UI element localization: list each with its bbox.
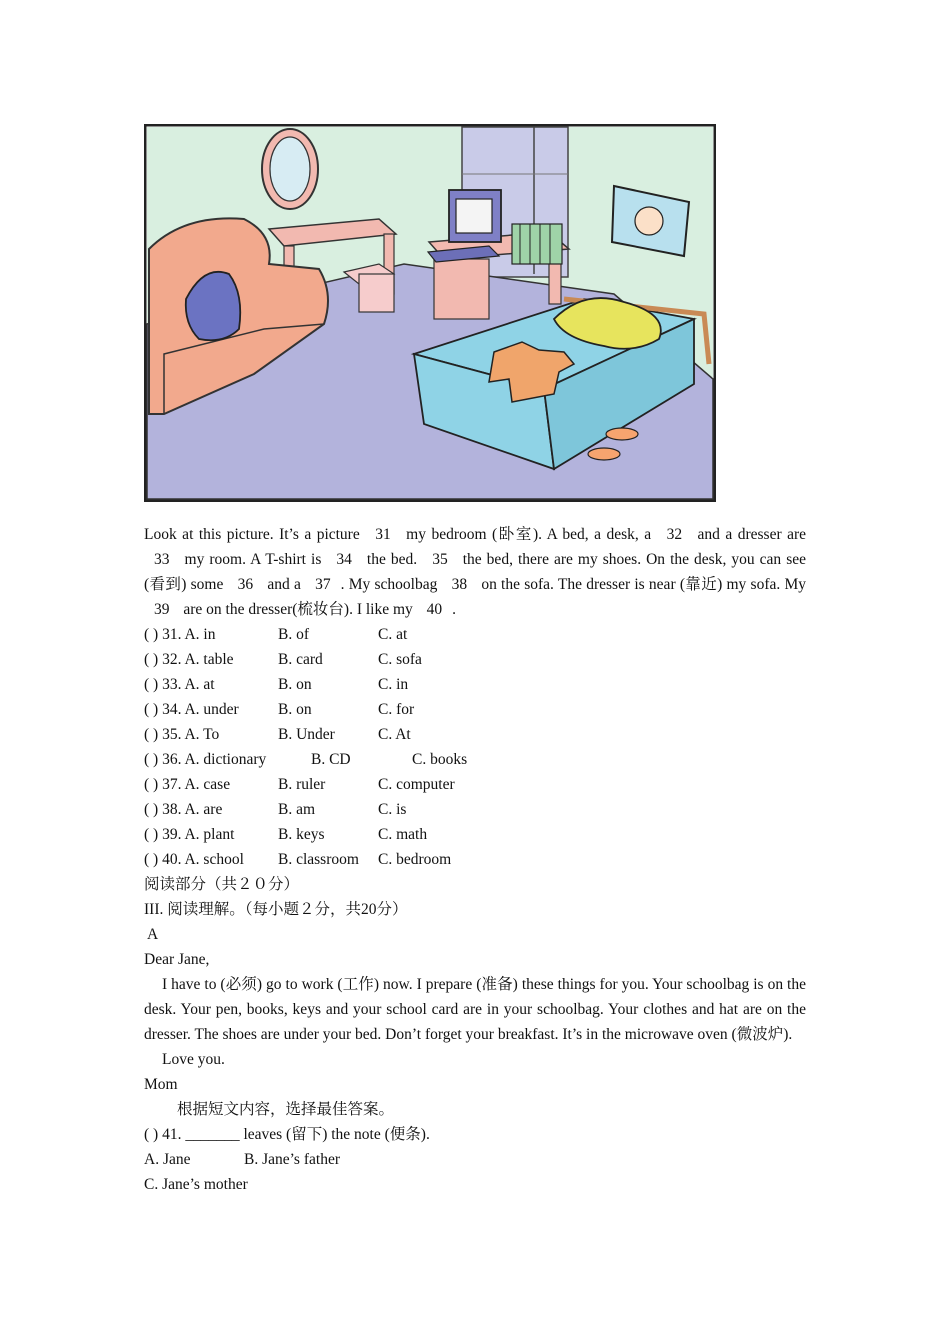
blank-34: 34	[336, 551, 352, 568]
question-33: ( ) 33. A. at B. on C. in	[144, 676, 409, 693]
question-32: ( ) 32. A. table B. card C. sofa	[144, 651, 422, 668]
option-a: A. Jane	[144, 1151, 191, 1168]
question-31: ( ) 31. A. in B. of C. at	[144, 626, 408, 643]
blank-36: 36	[237, 576, 254, 593]
question-40: ( ) 40. A. school B. classroom C. bedroom	[144, 851, 452, 868]
question-35: ( ) 35. A. To B. Under C. At	[144, 726, 411, 743]
option-b: B. Jane’s father	[244, 1151, 340, 1168]
question-41-options	[144, 1147, 806, 1172]
reading-heading: III. 阅读理解。（每小题２分，共20分）	[144, 901, 408, 918]
question-34: ( ) 34. A. under B. on C. for	[144, 701, 415, 718]
passage-label: A	[147, 926, 159, 943]
blank-33: 33	[154, 551, 170, 568]
blank-32: 32	[666, 526, 683, 543]
question-36: ( ) 36. A. dictionary B. CD C. books	[144, 751, 468, 768]
blank-31: 31	[375, 526, 391, 543]
cloze-text: . My schoolbag	[340, 576, 442, 593]
bedroom-illustration	[144, 124, 716, 502]
blank-38: 38	[451, 576, 468, 593]
cloze-questions	[144, 622, 806, 1197]
cloze-text: my bedroom (卧室). A bed, a desk, a	[400, 526, 657, 543]
option-c: C. Jane’s mother	[144, 1176, 248, 1193]
question-41: ( ) 41. _______ leaves (留下) the note (便条).	[144, 1126, 430, 1143]
cloze-text: are on the dresser(梳妆台). I like my	[179, 601, 417, 618]
cloze-text: and a	[263, 576, 306, 593]
question-37: ( ) 37. A. case B. ruler C. computer	[144, 776, 455, 793]
letter-greeting: Dear Jane,	[144, 951, 210, 968]
question-39: ( ) 39. A. plant B. keys C. math	[144, 826, 428, 843]
reading-instruction: 根据短文内容，选择最佳答案。	[177, 1101, 395, 1118]
cloze-text: Look at this picture. It’s a picture	[144, 526, 366, 543]
cloze-text: on the sofa. The dresser is near (靠近) my sofa. My	[477, 576, 807, 593]
cloze-text: the bed.	[361, 551, 423, 568]
blank-35: 35	[432, 551, 448, 568]
cloze-text: my room. A T-shirt is	[179, 551, 327, 568]
cloze-text: and a dresser are	[692, 526, 807, 543]
letter-body: I have to (必须) go to work (工作) now. I prepare (准备) these things for you. Your schoolbag is on the desk. Your pen, books, keys and your school card are in your schoolbag. Your clothes and hat are on the dresser. The shoes are under your bed. Don’t forget your breakfast. It’s in the microwave oven (微波炉).	[144, 976, 806, 1043]
blank-39: 39	[154, 601, 170, 618]
question-38: ( ) 38. A. are B. am C. is	[144, 801, 407, 818]
blank-40: 40	[426, 601, 443, 618]
blank-37: 37	[315, 576, 331, 593]
cloze-text: .	[452, 601, 457, 618]
letter-closing: Love you.	[162, 1051, 225, 1068]
cloze-text: the bed, there are my shoes. On the desk, you can see (看到) some	[144, 551, 806, 593]
cloze-passage	[144, 522, 806, 622]
section-title: 阅读部分（共２０分）	[144, 876, 300, 893]
letter-signature: Mom	[144, 1076, 178, 1093]
